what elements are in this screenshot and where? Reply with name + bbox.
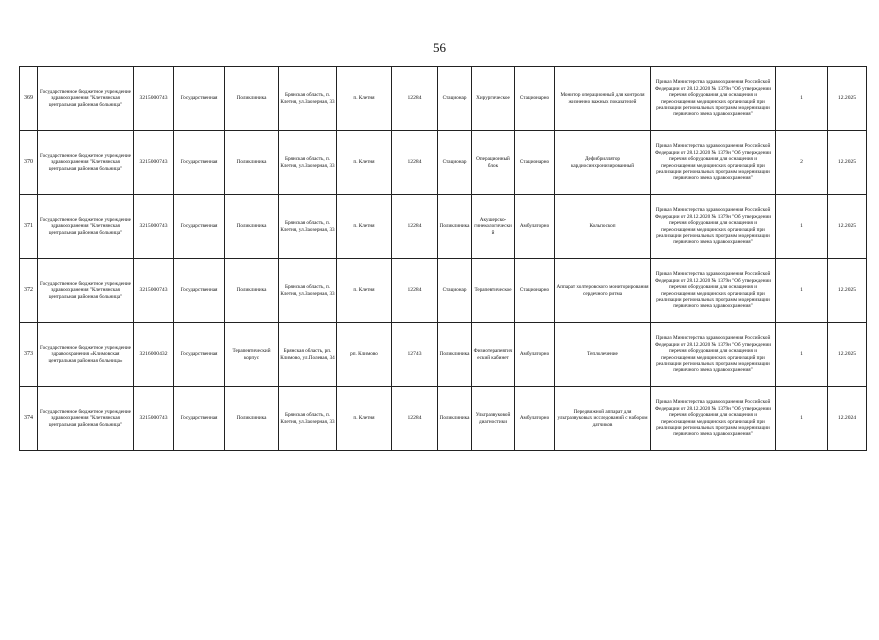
structural-unit: Поликлиника [225,131,279,195]
row-number: 373 [20,323,38,387]
equipment-name: Теплолечение [555,323,651,387]
quantity: 1 [776,387,828,451]
department: Терапевтическое [472,259,515,323]
ownership-form: Государственная [174,195,225,259]
department: Акушерско-гинекологический [472,195,515,259]
structural-unit: Терапевтический корпус [225,323,279,387]
equipment-name: Дефибриллятор кардиосинхронизированный [555,131,651,195]
legal-basis: Приказ Министерства здравоохранения Российской Федерации от 28.12.2020 № 1379н "Об утверждении перечня оборудования для оснащения и переоснащения медицинских организаций при реализации региональных программ модернизации первичного звена здравоохранения" [651,259,776,323]
care-condition: Амбулаторно [515,323,555,387]
delivery-date: 12.2025 [828,195,867,259]
locality: п. Клетня [337,67,392,131]
address: Брянская область, рп. Климово, ул.Полевая, 34 [279,323,337,387]
oktmo-code: 12284 [392,131,438,195]
table-row [20,259,867,323]
legal-basis: Приказ Министерства здравоохранения Российской Федерации от 28.12.2020 № 1379н "Об утверждении перечня оборудования для оснащения и переоснащения медицинских организаций при реализации региональных программ модернизации первичного звена здравоохранения" [651,67,776,131]
ownership-form: Государственная [174,259,225,323]
ownership-form: Государственная [174,323,225,387]
row-number: 372 [20,259,38,323]
delivery-date: 12.2024 [828,387,867,451]
organization-name: Государственное бюджетное учреждение здравоохранения «Климовская центральная районная больница» [38,323,134,387]
equipment-name: Аппарат холтеровского мониторирования сердечного ритма [555,259,651,323]
department: Хирургическое [472,67,515,131]
inn-code: 3215000743 [134,387,174,451]
locality: п. Клетня [337,131,392,195]
address: Брянская область, п. Клетня, ул.Заозерная, 33 [279,195,337,259]
delivery-date: 12.2025 [828,259,867,323]
table-row [20,387,867,451]
inn-code: 3215000743 [134,131,174,195]
row-number: 371 [20,195,38,259]
structural-unit: Поликлиника [225,67,279,131]
ownership-form: Государственная [174,387,225,451]
row-number: 369 [20,67,38,131]
organization-name: Государственное бюджетное учреждение здравоохранения "Клетнянская центральная районная больница" [38,387,134,451]
quantity: 1 [776,259,828,323]
quantity: 1 [776,323,828,387]
inn-code: 3215000743 [134,195,174,259]
oktmo-code: 12284 [392,387,438,451]
care-condition: Стационарно [515,67,555,131]
equipment-name: Монитор операционный для контроля жизненно важных показателей [555,67,651,131]
oktmo-code: 12284 [392,67,438,131]
locality: п. Клетня [337,259,392,323]
quantity: 1 [776,67,828,131]
care-condition: Амбулаторно [515,387,555,451]
locality: рп. Климово [337,323,392,387]
care-type: Поликлиника [438,195,472,259]
care-type: Стационар [438,259,472,323]
delivery-date: 12.2025 [828,131,867,195]
organization-name: Государственное бюджетное учреждение здравоохранения "Клетнянская центральная районная больница" [38,67,134,131]
address: Брянская область, п. Клетня, ул.Заозерная, 33 [279,67,337,131]
quantity: 2 [776,131,828,195]
inn-code: 3216000432 [134,323,174,387]
registry-body [20,67,867,451]
care-type: Поликлиника [438,387,472,451]
department: Физиотерапевтический кабинет [472,323,515,387]
ownership-form: Государственная [174,67,225,131]
structural-unit: Поликлиника [225,259,279,323]
legal-basis: Приказ Министерства здравоохранения Российской Федерации от 28.12.2020 № 1379н "Об утверждении перечня оборудования для оснащения и переоснащения медицинских организаций при реализации региональных программ модернизации первичного звена здравоохранения" [651,131,776,195]
inn-code: 3215000743 [134,259,174,323]
address: Брянская область, п. Клетня, ул.Заозерная, 33 [279,259,337,323]
equipment-name: Кольпоскоп [555,195,651,259]
row-number: 374 [20,387,38,451]
department: Операционный блок [472,131,515,195]
legal-basis: Приказ Министерства здравоохранения Российской Федерации от 28.12.2020 № 1379н "Об утверждении перечня оборудования для оснащения и переоснащения медицинских организаций при реализации региональных программ модернизации первичного звена здравоохранения" [651,195,776,259]
organization-name: Государственное бюджетное учреждение здравоохранения "Клетнянская центральная районная больница" [38,131,134,195]
organization-name: Государственное бюджетное учреждение здравоохранения "Клетнянская центральная районная больница" [38,259,134,323]
row-number: 370 [20,131,38,195]
delivery-date: 12.2025 [828,67,867,131]
locality: п. Клетня [337,387,392,451]
department: Ультразвуковой диагностики [472,387,515,451]
table-row [20,67,867,131]
oktmo-code: 12743 [392,323,438,387]
oktmo-code: 12284 [392,195,438,259]
legal-basis: Приказ Министерства здравоохранения Российской Федерации от 28.12.2020 № 1379н "Об утверждении перечня оборудования для оснащения и переоснащения медицинских организаций при реализации региональных программ модернизации первичного звена здравоохранения" [651,323,776,387]
structural-unit: Поликлиника [225,387,279,451]
inn-code: 3215000743 [134,67,174,131]
equipment-name: Передвижной аппарат для ультразвуковых исследований с набором датчиков [555,387,651,451]
care-type: Стационар [438,67,472,131]
care-condition: Стационарно [515,131,555,195]
delivery-date: 12.2025 [828,323,867,387]
care-condition: Амбулаторно [515,195,555,259]
page-number: 56 [433,40,446,55]
oktmo-code: 12284 [392,259,438,323]
table-row [20,195,867,259]
quantity: 1 [776,195,828,259]
equipment-registry-table [19,66,867,451]
locality: п. Клетня [337,195,392,259]
care-type: Поликлиника [438,323,472,387]
table-row [20,131,867,195]
care-type: Стационар [438,131,472,195]
legal-basis: Приказ Министерства здравоохранения Российской Федерации от 28.12.2020 № 1379н "Об утверждении перечня оборудования для оснащения и переоснащения медицинских организаций при реализации региональных программ модернизации первичного звена здравоохранения" [651,387,776,451]
organization-name: Государственное бюджетное учреждение здравоохранения "Клетнянская центральная районная больница" [38,195,134,259]
table-row [20,323,867,387]
address: Брянская область, п. Клетня, ул.Заозерная, 33 [279,387,337,451]
address: Брянская область, п. Клетня, ул.Заозерная, 33 [279,131,337,195]
care-condition: Стационарно [515,259,555,323]
ownership-form: Государственная [174,131,225,195]
structural-unit: Поликлиника [225,195,279,259]
